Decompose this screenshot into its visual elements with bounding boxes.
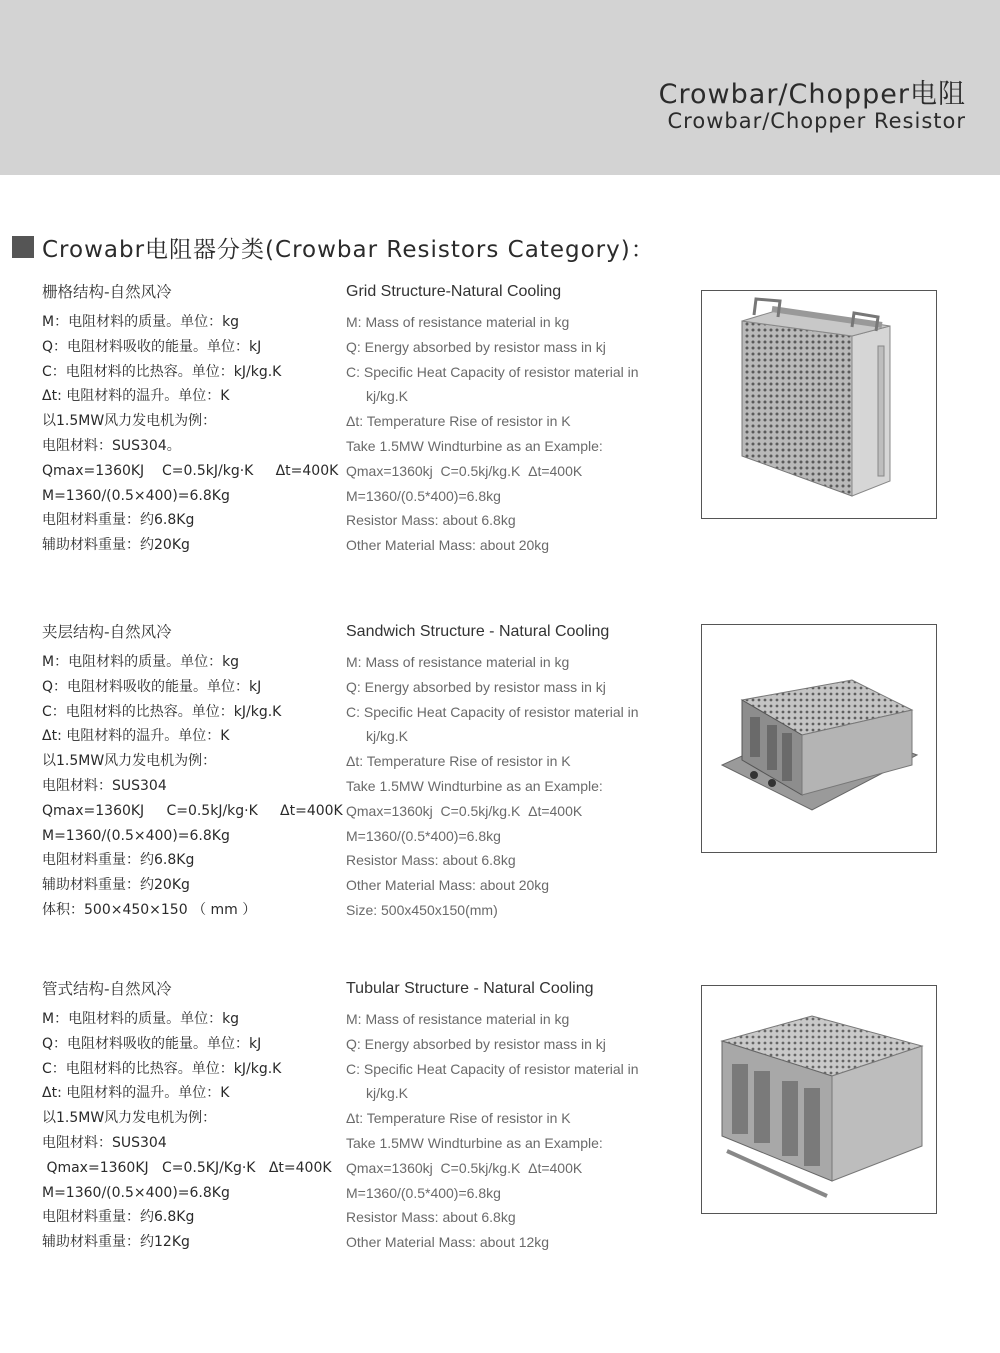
grid-line-cn: M：电阻材料的质量。单位：kg [42,314,240,330]
tubular-line-en: Take 1.5MW Windturbine as an Example: [346,1134,603,1151]
grid-line-en: C: Specific Heat Capacity of resistor material in [346,363,639,380]
tubular-line-en: Resistor Mass: about 6.8kg [346,1209,516,1226]
sandwich-resistor-illustration [702,625,936,852]
sandwich-line-cn: M：电阻材料的质量。单位：kg [42,654,240,670]
sandwich-line-en: C: Specific Heat Capacity of resistor material in [346,703,639,720]
grid-line-en: kj/kg.K [366,388,409,405]
tubular-line-cn: 以1.5MW风力发电机为例： [42,1110,217,1127]
grid-line-en: Other Material Mass: about 20kg [346,537,550,554]
section-title [12,232,655,262]
sandwich-line-cn: Δt: 电阻材料的温升。单位：K [42,728,230,745]
sandwich-line-en: M: Mass of resistance material in kg [346,654,570,670]
sandwich-line-cn: C：电阻材料的比热容。单位：kJ/kg.K [42,703,282,720]
tubular-line-en: M=1360/(0.5*400)=6.8kg [346,1184,501,1201]
sandwich-line-en: Q: Energy absorbed by resistor mass in kj [346,678,606,695]
sandwich-heading-en: Sandwich Structure - Natural Cooling [346,623,610,640]
sandwich-en-column [346,620,666,923]
page-header [0,0,1000,175]
grid-line-en: Take 1.5MW Windturbine as an Example: [346,437,603,454]
tubular-line-en: C: Specific Heat Capacity of resistor material in [346,1060,639,1077]
grid-line-en: Q: Energy absorbed by resistor mass in kj [346,338,606,355]
grid-resistor-illustration [702,291,936,518]
tubular-line-cn: 电阻材料：SUS304 [42,1134,167,1151]
tubular-line-cn: M=1360/(0.5×400)=6.8Kg [42,1184,230,1201]
sandwich-line-en: Take 1.5MW Windturbine as an Example: [346,777,603,794]
grid-line-en: M=1360/(0.5*400)=6.8kg [346,487,501,504]
tubular-line-en: kj/kg.K [366,1085,409,1102]
grid-line-cn: 以1.5MW风力发电机为例： [42,413,217,430]
square-bullet-icon [12,236,34,258]
tubular-line-en: M: Mass of resistance material in kg [346,1011,570,1027]
section-title-text: Crowabr电阻器分类(Crowbar Resistors Category)： [42,236,655,263]
tubular-line-cn: Qmax=1360KJ C=0.5KJ/Kg·K Δt=400K [42,1159,332,1176]
sandwich-line-cn: 以1.5MW风力发电机为例： [42,753,217,770]
tubular-line-cn: Q：电阻材料吸收的能量。单位：kJ [42,1035,262,1052]
grid-line-en: Qmax=1360kj C=0.5kj/kg.K Δt=400K [346,462,583,479]
grid-line-cn: 辅助材料重量：约20Kg [42,537,190,554]
tubular-cn-column [42,977,342,1255]
sandwich-line-en: M=1360/(0.5*400)=6.8kg [346,827,501,844]
tubular-line-cn: 辅助材料重量：约12Kg [42,1234,190,1251]
tubular-line-en: Other Material Mass: about 12kg [346,1234,550,1251]
sandwich-line-en: Δt: Temperature Rise of resistor in K [346,753,571,770]
tubular-heading-en: Tubular Structure - Natural Cooling [346,980,594,997]
tubular-line-en: Q: Energy absorbed by resistor mass in kj [346,1035,606,1052]
sandwich-line-cn: 体积：500×450×150 （ mm ） [42,901,257,918]
tubular-line-en: Qmax=1360kj C=0.5kj/kg.K Δt=400K [346,1159,583,1176]
sandwich-line-cn: 电阻材料重量：约6.8Kg [42,852,195,869]
grid-line-cn: Q：电阻材料吸收的能量。单位：kJ [42,338,262,355]
sandwich-line-en: Qmax=1360kj C=0.5kj/kg.K Δt=400K [346,802,583,819]
tubular-line-en: Δt: Temperature Rise of resistor in K [346,1110,571,1127]
grid-en-column [346,280,666,558]
tubular-en-column [346,977,666,1255]
sandwich-line-en: Size: 500x450x150(mm) [346,901,498,918]
sandwich-line-cn: 电阻材料：SUS304 [42,777,167,794]
sandwich-cn-column [42,620,342,923]
sandwich-heading-cn: 夹层结构-自然风冷 [42,623,172,641]
tubular-line-cn: Δt: 电阻材料的温升。单位：K [42,1085,230,1102]
tubular-line-cn: C：电阻材料的比热容。单位：kJ/kg.K [42,1060,282,1077]
grid-line-cn: M=1360/(0.5×400)=6.8Kg [42,487,230,504]
tubular-resistor-illustration [702,986,936,1213]
header-title-cn: Crowbar/Chopper电阻 [658,79,966,110]
grid-line-en: Δt: Temperature Rise of resistor in K [346,413,571,430]
grid-heading-en: Grid Structure-Natural Cooling [346,283,562,300]
sandwich-line-en: Resistor Mass: about 6.8kg [346,852,516,869]
sandwich-line-cn: M=1360/(0.5×400)=6.8Kg [42,827,230,844]
grid-line-cn: 电阻材料：SUS304。 [42,437,181,454]
grid-line-en: M: Mass of resistance material in kg [346,314,570,330]
sandwich-line-cn: Q：电阻材料吸收的能量。单位：kJ [42,678,262,695]
sandwich-line-cn: 辅助材料重量：约20Kg [42,877,190,894]
sandwich-line-en: Other Material Mass: about 20kg [346,877,550,894]
sandwich-line-en: kj/kg.K [366,728,409,745]
grid-line-cn: 电阻材料重量：约6.8Kg [42,512,195,529]
grid-cn-column [42,280,342,558]
header-title-en: Crowbar/Chopper Resistor [667,109,966,133]
tubular-line-cn: 电阻材料重量：约6.8Kg [42,1209,195,1226]
tubular-resistor-photo [701,985,937,1214]
grid-line-en: Resistor Mass: about 6.8kg [346,512,516,529]
grid-line-cn: Δt: 电阻材料的温升。单位：K [42,388,230,405]
sandwich-line-cn: Qmax=1360KJ C=0.5kJ/kg·K Δt=400K [42,802,343,819]
sandwich-resistor-photo [701,624,937,853]
grid-heading-cn: 栅格结构-自然风冷 [42,283,172,301]
grid-line-cn: Qmax=1360KJ C=0.5kJ/kg·K Δt=400K [42,462,339,479]
tubular-heading-cn: 管式结构-自然风冷 [42,980,172,998]
grid-resistor-photo [701,290,937,519]
tubular-line-cn: M：电阻材料的质量。单位：kg [42,1011,240,1027]
grid-line-cn: C：电阻材料的比热容。单位：kJ/kg.K [42,363,282,380]
